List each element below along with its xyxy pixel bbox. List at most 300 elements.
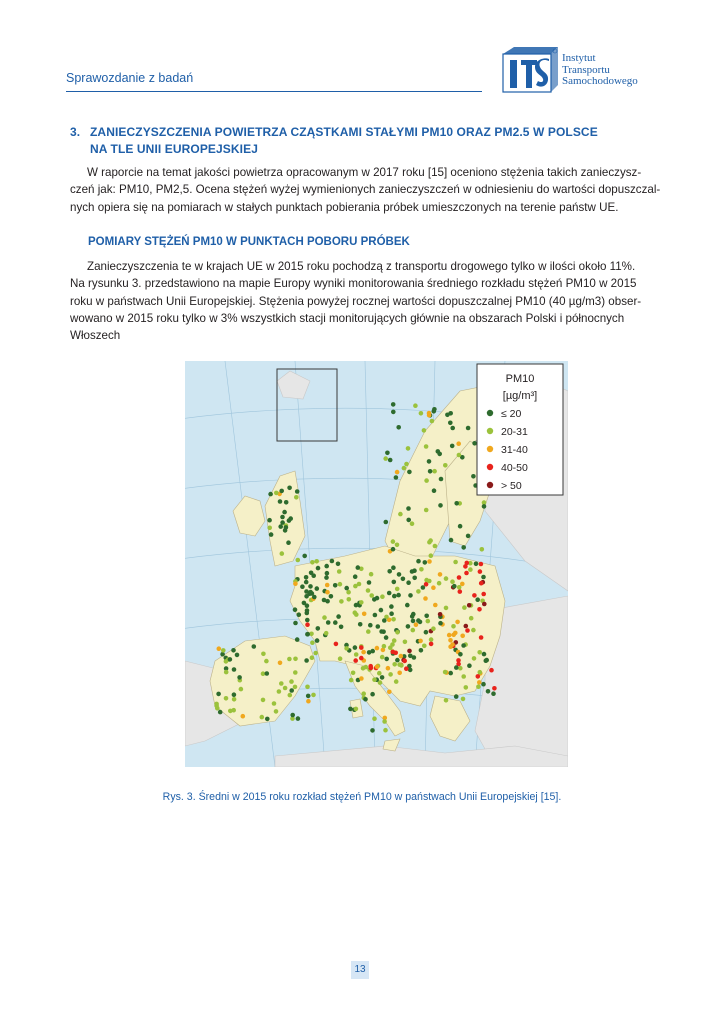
paragraph-line: nych opiera się na pomiarach w stałych punktach pobierania próbek umieszczonych na terenie państw UE. <box>70 200 619 214</box>
station-dot <box>481 682 486 687</box>
station-dot <box>389 604 394 609</box>
station-dot <box>232 697 237 702</box>
station-dot <box>443 670 448 675</box>
station-dot <box>324 575 329 580</box>
paragraph-line: wowano w 2015 roku tylko w 3% wszystkich stacji monitorujących głównie na obszarach Polski i północnych <box>70 311 625 325</box>
station-dot <box>336 614 341 619</box>
station-dot <box>387 569 392 574</box>
station-dot <box>395 587 400 592</box>
station-dot <box>391 650 396 655</box>
station-dot <box>322 615 327 620</box>
station-dot <box>316 566 321 571</box>
station-dot <box>449 538 454 543</box>
station-dot <box>359 676 364 681</box>
station-dot <box>407 470 412 475</box>
station-dot <box>416 589 421 594</box>
paragraph-pm10 <box>70 258 656 344</box>
station-dot <box>280 515 285 520</box>
station-dot <box>338 656 343 661</box>
station-dot <box>387 591 392 596</box>
station-dot <box>334 642 339 647</box>
station-dot <box>310 655 315 660</box>
station-dot <box>429 553 434 558</box>
station-dot <box>472 593 477 598</box>
station-dot <box>471 474 476 479</box>
station-dot <box>284 525 289 530</box>
station-dot <box>429 637 434 642</box>
station-dot <box>427 459 432 464</box>
station-dot <box>338 582 343 587</box>
station-dot <box>456 441 461 446</box>
station-dot <box>269 532 274 537</box>
station-dot <box>454 694 459 699</box>
station-dot <box>403 640 408 645</box>
station-dot <box>432 488 437 493</box>
map-legend <box>477 364 563 495</box>
station-dot <box>325 571 330 576</box>
station-dot <box>384 635 389 640</box>
station-dot <box>424 508 429 513</box>
station-dot <box>402 659 407 664</box>
station-dot <box>217 646 222 651</box>
station-dot <box>377 671 382 676</box>
station-dot <box>395 658 400 663</box>
station-dot <box>380 655 385 660</box>
station-dot <box>411 619 416 624</box>
station-dot <box>228 709 233 714</box>
station-dot <box>361 691 366 696</box>
station-dot <box>392 594 397 599</box>
station-dot <box>457 453 462 458</box>
station-dot <box>367 580 372 585</box>
section-title-line2: NA TLE UNII EUROPEJSKIEJ <box>90 142 258 156</box>
station-dot <box>395 543 400 548</box>
station-dot <box>424 630 429 635</box>
station-dot <box>382 719 387 724</box>
station-dot <box>455 620 460 625</box>
station-dot <box>261 652 266 657</box>
station-dot <box>280 520 285 525</box>
station-dot <box>433 603 438 608</box>
station-dot <box>410 614 415 619</box>
station-dot <box>239 687 244 692</box>
station-dot <box>406 518 411 523</box>
station-dot <box>451 633 456 638</box>
station-dot <box>478 670 483 675</box>
station-dot <box>337 569 342 574</box>
station-dot <box>267 518 272 523</box>
station-dot <box>448 671 453 676</box>
legend-label: 20-31 <box>501 426 528 438</box>
station-dot <box>438 503 443 508</box>
station-dot <box>370 692 375 697</box>
station-dot <box>375 665 380 670</box>
station-dot <box>344 646 349 651</box>
station-dot <box>396 425 401 430</box>
station-dot <box>406 624 411 629</box>
station-dot <box>295 637 300 642</box>
station-dot <box>384 657 389 662</box>
station-dot <box>476 684 481 689</box>
legend-title: PM10 <box>505 373 535 385</box>
station-dot <box>447 633 452 638</box>
legend-label: 40-50 <box>501 462 528 474</box>
station-dot <box>406 446 411 451</box>
europe-pm10-map <box>185 361 568 767</box>
station-dot <box>448 644 453 649</box>
station-dot <box>411 628 416 633</box>
station-dot <box>489 668 494 673</box>
station-dot <box>370 649 375 654</box>
station-dot <box>274 709 279 714</box>
station-dot <box>347 597 352 602</box>
station-dot <box>402 466 407 471</box>
paragraph-line: Włoszech <box>70 329 121 343</box>
station-dot <box>465 628 470 633</box>
station-dot <box>482 504 487 509</box>
station-dot <box>326 620 331 625</box>
station-dot <box>426 619 431 624</box>
station-dot <box>218 710 223 715</box>
station-dot <box>375 646 380 651</box>
station-dot <box>380 675 385 680</box>
station-dot <box>282 510 287 515</box>
station-dot <box>283 686 288 691</box>
station-dot <box>380 594 385 599</box>
station-dot <box>460 582 465 587</box>
station-dot <box>428 469 433 474</box>
station-dot <box>306 694 311 699</box>
station-dot <box>306 699 311 704</box>
station-dot <box>353 584 358 589</box>
station-dot <box>289 679 294 684</box>
station-dot <box>287 518 292 523</box>
station-dot <box>379 608 384 613</box>
station-dot <box>388 645 393 650</box>
section-heading <box>70 124 630 158</box>
station-dot <box>224 696 229 701</box>
station-dot <box>454 501 459 506</box>
station-dot <box>464 685 469 690</box>
station-dot <box>408 668 413 673</box>
station-dot <box>458 589 463 594</box>
header-title: Sprawozdanie z badań <box>66 71 194 85</box>
station-dot <box>394 475 399 480</box>
station-dot <box>305 685 310 690</box>
station-dot <box>464 624 469 629</box>
station-dot <box>268 492 273 497</box>
legend-swatch <box>487 410 493 416</box>
station-dot <box>438 572 443 577</box>
station-dot <box>288 693 293 698</box>
station-dot <box>478 569 483 574</box>
station-dot <box>278 661 283 666</box>
station-dot <box>372 677 377 682</box>
station-dot <box>363 697 368 702</box>
station-dot <box>453 560 458 565</box>
station-dot <box>369 593 374 598</box>
station-dot <box>366 629 371 634</box>
station-dot <box>264 659 269 664</box>
station-dot <box>232 667 237 672</box>
legend-label: > 50 <box>501 480 522 492</box>
station-dot <box>412 576 417 581</box>
station-dot <box>461 697 466 702</box>
station-dot <box>362 612 367 617</box>
station-dot <box>399 654 404 659</box>
station-dot <box>354 707 359 712</box>
station-dot <box>404 666 409 671</box>
station-dot <box>311 693 316 698</box>
station-dot <box>375 596 380 601</box>
station-dot <box>419 648 424 653</box>
station-dot <box>391 410 396 415</box>
station-dot <box>429 642 434 647</box>
station-dot <box>383 728 388 733</box>
station-dot <box>407 649 412 654</box>
station-dot <box>481 575 486 580</box>
station-dot <box>265 671 270 676</box>
station-dot <box>313 651 318 656</box>
station-dot <box>451 624 456 629</box>
station-dot <box>228 657 233 662</box>
station-dot <box>492 686 497 691</box>
station-dot <box>460 634 465 639</box>
subheading: POMIARY STĘŻEŃ PM10 W PUNKTACH POBORU PRÓBEK <box>88 236 410 248</box>
station-dot <box>237 675 242 680</box>
station-dot <box>353 574 358 579</box>
station-dot <box>302 554 307 559</box>
station-dot <box>472 441 477 446</box>
station-dot <box>484 658 489 663</box>
station-dot <box>474 562 479 567</box>
station-dot <box>293 581 298 586</box>
station-dot <box>389 611 394 616</box>
station-dot <box>416 618 421 623</box>
station-dot <box>444 698 449 703</box>
station-dot <box>364 665 369 670</box>
station-dot <box>279 489 284 494</box>
station-dot <box>261 698 266 703</box>
station-dot <box>431 626 436 631</box>
station-dot <box>290 713 295 718</box>
station-dot <box>293 670 298 675</box>
station-dot <box>414 622 419 627</box>
station-dot <box>277 689 282 694</box>
station-dot <box>391 617 396 622</box>
station-dot <box>294 495 299 500</box>
station-dot <box>457 575 462 580</box>
station-dot <box>482 602 487 607</box>
station-dot <box>305 632 310 637</box>
logo-line: Instytut <box>562 52 596 64</box>
station-dot <box>287 486 292 491</box>
station-dot <box>310 560 315 565</box>
station-dot <box>424 614 429 619</box>
station-dot <box>310 640 315 645</box>
station-dot <box>450 444 455 449</box>
station-dot <box>419 411 424 416</box>
station-dot <box>394 679 399 684</box>
station-dot <box>432 409 437 414</box>
station-dot <box>356 565 361 570</box>
station-dot <box>272 701 277 706</box>
station-dot <box>448 638 453 643</box>
station-dot <box>302 601 307 606</box>
station-dot <box>461 545 466 550</box>
station-dot <box>316 626 321 631</box>
station-dot <box>464 571 469 576</box>
station-dot <box>423 560 428 565</box>
station-dot <box>388 458 393 463</box>
station-dot <box>265 717 270 722</box>
station-dot <box>369 572 374 577</box>
station-dot <box>416 559 421 564</box>
paragraph-line: czeń jak: PM10, PM2,5. Ocena stężeń wyżej wymienionych zanieczyszczeń w odniesieniu do wartości dopuszczal- <box>70 183 661 197</box>
station-dot <box>471 628 476 633</box>
station-dot <box>448 421 453 426</box>
station-dot <box>445 413 450 418</box>
station-dot <box>392 580 397 585</box>
paragraph-intro <box>70 164 661 216</box>
station-dot <box>308 584 313 589</box>
station-dot <box>479 581 484 586</box>
station-dot <box>361 650 366 655</box>
section-number: 3. <box>70 125 81 139</box>
station-dot <box>391 539 396 544</box>
station-dot <box>305 608 310 613</box>
station-dot <box>366 588 371 593</box>
logo-line: Samochodowego <box>562 75 638 87</box>
logo-line: Transportu <box>562 63 610 76</box>
station-dot <box>315 638 320 643</box>
station-dot <box>461 674 466 679</box>
station-dot <box>373 613 378 618</box>
station-dot <box>329 594 334 599</box>
station-dot <box>241 714 246 719</box>
station-dot <box>491 691 496 696</box>
station-dot <box>322 598 327 603</box>
legend-label: ≤ 20 <box>501 408 522 420</box>
station-dot <box>444 576 449 581</box>
station-dot <box>368 623 373 628</box>
station-dot <box>405 603 410 608</box>
station-dot <box>333 620 338 625</box>
station-dot <box>427 411 432 416</box>
station-dot <box>457 585 462 590</box>
station-dot <box>296 558 301 563</box>
station-dot <box>358 622 363 627</box>
station-dot <box>476 674 481 679</box>
station-dot <box>359 645 364 650</box>
station-dot <box>398 512 403 517</box>
station-dot <box>437 581 442 586</box>
station-dot <box>293 607 298 612</box>
station-dot <box>472 656 477 661</box>
station-dot <box>280 551 285 556</box>
station-dot <box>384 520 389 525</box>
station-dot <box>466 426 471 431</box>
station-dot <box>424 444 429 449</box>
station-dot <box>232 692 237 697</box>
station-dot <box>458 652 463 657</box>
station-dot <box>279 681 284 686</box>
station-dot <box>395 470 400 475</box>
station-dot <box>221 648 226 653</box>
station-dot <box>354 612 359 617</box>
legend-swatch <box>487 446 493 452</box>
station-dot <box>392 662 397 667</box>
station-dot <box>293 657 298 662</box>
station-dot <box>399 663 404 668</box>
station-dot <box>450 426 455 431</box>
station-dot <box>385 451 390 456</box>
pm10-map-figure <box>185 361 568 767</box>
page-number: 13 <box>351 961 369 979</box>
station-dot <box>372 716 377 721</box>
station-dot <box>454 665 459 670</box>
station-dot <box>431 585 436 590</box>
station-dot <box>427 540 432 545</box>
station-dot <box>392 638 397 643</box>
station-dot <box>450 579 455 584</box>
station-dot <box>354 652 359 657</box>
station-dot <box>391 565 396 570</box>
station-dot <box>383 456 388 461</box>
station-dot <box>469 616 474 621</box>
station-dot <box>353 645 358 650</box>
station-dot <box>430 419 435 424</box>
station-dot <box>458 524 463 529</box>
station-dot <box>324 631 329 636</box>
station-dot <box>408 593 413 598</box>
station-dot <box>406 580 411 585</box>
station-dot <box>333 583 338 588</box>
station-dot <box>412 568 417 573</box>
station-dot <box>293 621 298 626</box>
station-dot <box>224 670 229 675</box>
section-title-line1: ZANIECZYSZCZENIA POWIETRZA CZĄSTKAMI STAŁYMI PM10 ORAZ PM2.5 W POLSCE <box>90 125 598 139</box>
station-dot <box>278 499 283 504</box>
station-dot <box>486 689 491 694</box>
station-dot <box>468 567 473 572</box>
station-dot <box>312 595 317 600</box>
legend-unit: [µg/m³] <box>502 390 538 402</box>
figure-caption: Rys. 3. Średni w 2015 roku rozkład stężeń PM10 w państwach Unii Europejskiej [15]. <box>162 791 562 803</box>
station-dot <box>391 402 396 407</box>
station-dot <box>467 663 472 668</box>
station-dot <box>412 655 417 660</box>
station-dot <box>309 571 314 576</box>
station-dot <box>424 478 429 483</box>
station-dot <box>458 666 463 671</box>
station-dot <box>439 477 444 482</box>
station-dot <box>286 540 291 545</box>
legend-swatch <box>487 428 493 434</box>
legend-label: 31-40 <box>501 444 528 456</box>
station-dot <box>252 644 257 649</box>
station-dot <box>466 534 471 539</box>
station-dot <box>344 586 349 591</box>
station-dot <box>325 590 330 595</box>
station-dot <box>330 559 335 564</box>
station-dot <box>324 564 329 569</box>
station-dot <box>404 462 409 467</box>
station-dot <box>406 506 411 511</box>
station-dot <box>315 586 320 591</box>
station-dot <box>387 690 392 695</box>
station-dot <box>436 449 441 454</box>
